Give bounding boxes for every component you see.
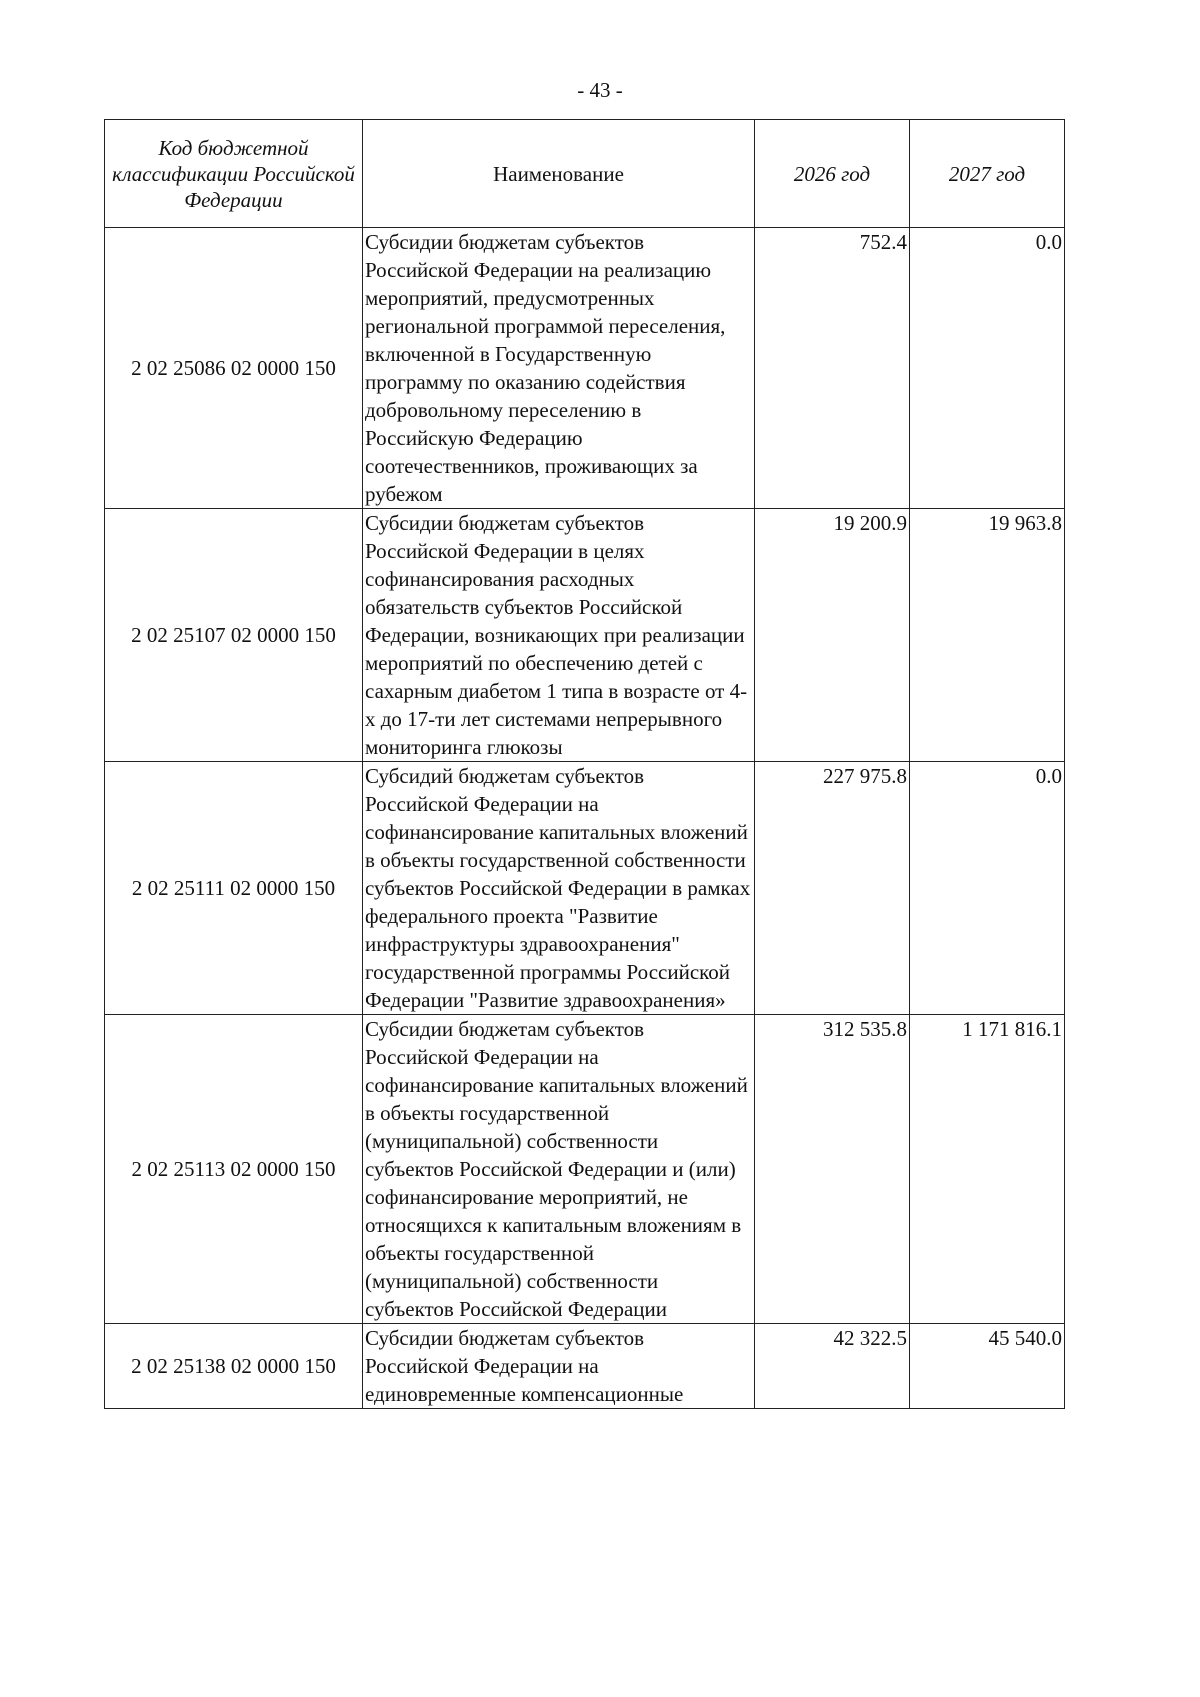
table-header-row bbox=[105, 120, 1065, 228]
cell-year-2026: 19 200.9 bbox=[755, 509, 910, 762]
cell-year-2027: 0.0 bbox=[910, 228, 1065, 509]
table-row bbox=[105, 762, 1065, 1015]
header-code: Код бюджетной классификации Российской Федерации bbox=[105, 120, 363, 228]
cell-name: Субсидии бюджетам субъектов Российской Федерации на софинансирование капитальных вложений в объекты государственной (муниципальной) собственности субъектов Российской Федерации и (или) софинансирование мероприятий, не относящихся к капитальным вложениям в объекты государственной (муниципальной) собственности субъектов Российской Федерации bbox=[363, 1015, 755, 1324]
cell-year-2026: 227 975.8 bbox=[755, 762, 910, 1015]
header-name: Наименование bbox=[363, 120, 755, 228]
cell-year-2027: 1 171 816.1 bbox=[910, 1015, 1065, 1324]
cell-year-2026: 312 535.8 bbox=[755, 1015, 910, 1324]
header-year-2026: 2026 год bbox=[755, 120, 910, 228]
cell-name: Субсидии бюджетам субъектов Российской Федерации на реализацию мероприятий, предусмотренных региональной программой переселения, включенной в Государственную программу по оказанию содействия добровольному переселению в Российскую Федерацию соотечественников, проживающих за рубежом bbox=[363, 228, 755, 509]
table-row bbox=[105, 228, 1065, 509]
cell-year-2026: 752.4 bbox=[755, 228, 910, 509]
page-number: - 43 - bbox=[577, 78, 623, 102]
cell-name: Субсидий бюджетам субъектов Российской Федерации на софинансирование капитальных вложений в объекты государственной собственности субъектов Российской Федерации в рамках федерального проекта "Развитие инфраструктуры здравоохранения" государственной программы Российской Федерации "Развитие здравоохранения» bbox=[363, 762, 755, 1015]
cell-code: 2 02 25086 02 0000 150 bbox=[105, 228, 363, 509]
cell-code: 2 02 25107 02 0000 150 bbox=[105, 509, 363, 762]
cell-code: 2 02 25111 02 0000 150 bbox=[105, 762, 363, 1015]
cell-name: Субсидии бюджетам субъектов Российской Федерации в целях софинансирования расходных обязательств субъектов Российской Федерации, возникающих при реализации мероприятий по обеспечению детей с сахарным диабетом 1 типа в возрасте от 4-х до 17-ти лет системами непрерывного мониторинга глюкозы bbox=[363, 509, 755, 762]
cell-code: 2 02 25113 02 0000 150 bbox=[105, 1015, 363, 1324]
table-row bbox=[105, 509, 1065, 762]
header-year-2027: 2027 год bbox=[910, 120, 1065, 228]
table-row bbox=[105, 1015, 1065, 1324]
cell-code: 2 02 25138 02 0000 150 bbox=[105, 1324, 363, 1409]
cell-year-2027: 19 963.8 bbox=[910, 509, 1065, 762]
budget-table bbox=[104, 119, 1065, 1409]
cell-year-2027: 0.0 bbox=[910, 762, 1065, 1015]
table-row bbox=[105, 1324, 1065, 1409]
cell-name: Субсидии бюджетам субъектов Российской Федерации на единовременные компенсационные bbox=[363, 1324, 755, 1409]
cell-year-2026: 42 322.5 bbox=[755, 1324, 910, 1409]
cell-year-2027: 45 540.0 bbox=[910, 1324, 1065, 1409]
